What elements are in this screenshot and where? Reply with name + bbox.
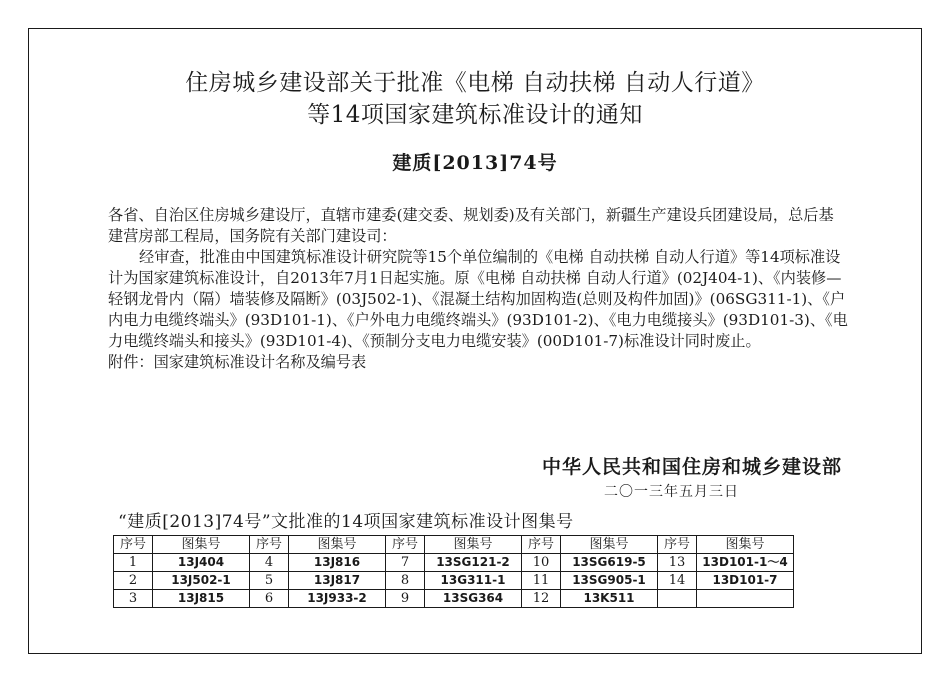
table-cell-code: 13J933-2 (289, 590, 386, 608)
table-row (114, 590, 794, 608)
table-cell-code: 13D101-1～4 (697, 554, 794, 572)
table-cell-no: 5 (250, 572, 289, 590)
table-cell-no: 1 (114, 554, 153, 572)
header-no: 序号 (522, 536, 561, 554)
table-cell-no: 3 (114, 590, 153, 608)
table-cell-no (658, 590, 697, 608)
table-cell-code: 13J404 (153, 554, 250, 572)
header-code: 图集号 (153, 536, 250, 554)
table-row (114, 572, 794, 590)
table-cell-code: 13J502-1 (153, 572, 250, 590)
main-paragraph: 经审查，批准由中国建筑标准设计研究院等15个单位编制的《电梯 自动扶梯 自动人行道》等14项标准设计为国家建筑标准设计，自2013年7月1日起实施。原《电梯 自动扶梯 自动人行道》(02J404-1)、《内装修—轻钢龙骨内（隔）墙装修及隔断》(03J502-1)、《混凝土结构加固构造(总则及构件加固)》(06SG311-1)、《户内电力电缆终端头》(93D101-1)、《户外电力电缆终端头》(93D101-2)、《电力电缆接头》(93D101-3)、《电力电缆终端头和接头》(93D101-4)、《预制分支电力电缆安装》(00D101-7)标准设计同时废止。 (108, 248, 848, 350)
notice-title-line-2: 等14项国家建筑标准设计的通知 (307, 102, 643, 128)
header-code: 图集号 (425, 536, 522, 554)
notice-title-line-1: 住房城乡建设部关于批准《电梯 自动扶梯 自动人行道》 (185, 70, 765, 96)
table-cell-no: 7 (386, 554, 425, 572)
header-no: 序号 (250, 536, 289, 554)
table-caption: “建质[2013]74号”文批准的14项国家建筑标准设计图集号 (118, 512, 574, 532)
table-cell-code: 13SG905-1 (561, 572, 658, 590)
table-cell-code: 13J815 (153, 590, 250, 608)
table-cell-no: 13 (658, 554, 697, 572)
attachment-line: 附件：国家建筑标准设计名称及编号表 (108, 353, 367, 371)
document-number: 建质[2013]74号 (392, 152, 558, 174)
header-code: 图集号 (289, 536, 386, 554)
issue-date: 二〇一三年五月三日 (604, 484, 739, 500)
header-no: 序号 (386, 536, 425, 554)
table-cell-no: 4 (250, 554, 289, 572)
table-cell-no: 9 (386, 590, 425, 608)
table-cell-code: 13K511 (561, 590, 658, 608)
notice-body (108, 205, 848, 373)
table-cell-no: 12 (522, 590, 561, 608)
table-cell-code: 13SG364 (425, 590, 522, 608)
salutation-paragraph: 各省、自治区住房城乡建设厅，直辖市建委(建交委、规划委)及有关部门，新疆生产建设兵团建设局，总后基建营房部工程局，国务院有关部门建设司： (108, 206, 834, 245)
table-cell-no: 10 (522, 554, 561, 572)
header-no: 序号 (114, 536, 153, 554)
table-cell-no: 14 (658, 572, 697, 590)
table-cell-code: 13J817 (289, 572, 386, 590)
header-no: 序号 (658, 536, 697, 554)
table-cell-code (697, 590, 794, 608)
table-cell-code: 13G311-1 (425, 572, 522, 590)
table-cell-no: 11 (522, 572, 561, 590)
table-cell-code: 13SG121-2 (425, 554, 522, 572)
table-cell-no: 6 (250, 590, 289, 608)
header-code: 图集号 (697, 536, 794, 554)
atlas-number-table (113, 535, 794, 608)
table-row (114, 554, 794, 572)
table-cell-code: 13D101-7 (697, 572, 794, 590)
header-code: 图集号 (561, 536, 658, 554)
table-cell-no: 8 (386, 572, 425, 590)
table-cell-no: 2 (114, 572, 153, 590)
issuing-authority: 中华人民共和国住房和城乡建设部 (541, 456, 842, 478)
table-cell-code: 13J816 (289, 554, 386, 572)
table-cell-code: 13SG619-5 (561, 554, 658, 572)
table-header-row (114, 536, 794, 554)
